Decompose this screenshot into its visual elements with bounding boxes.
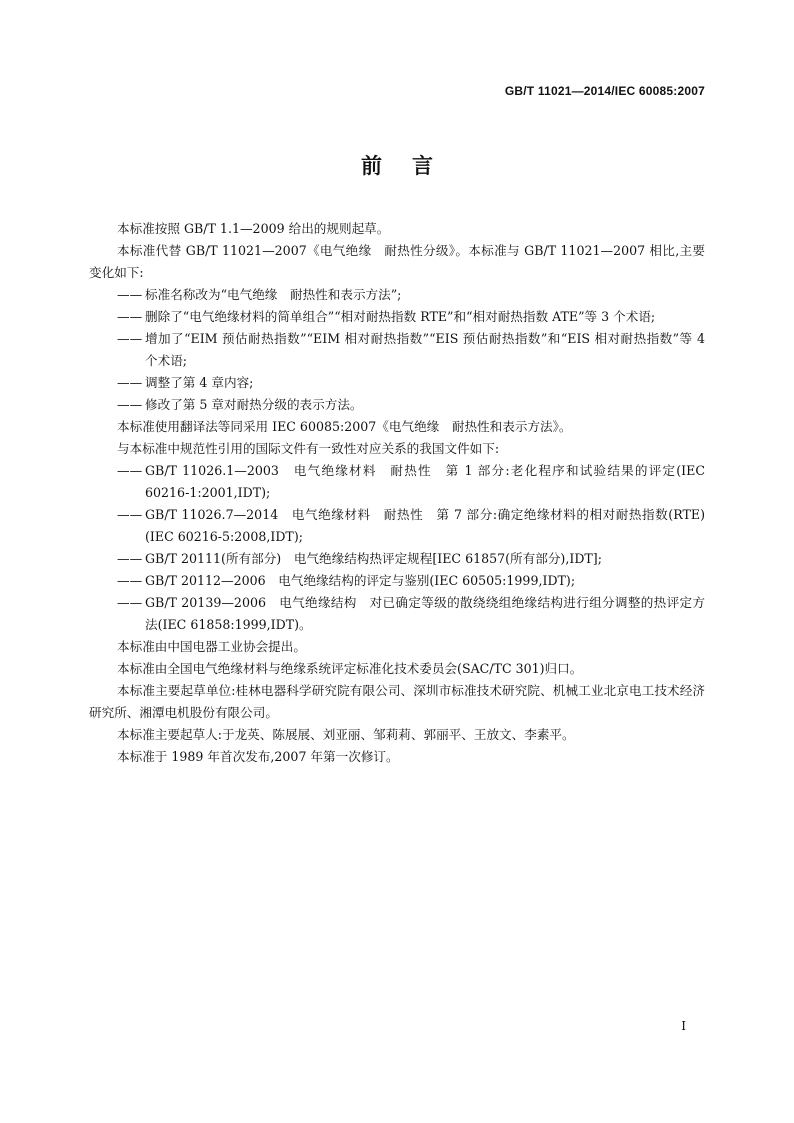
change-item (89, 394, 705, 416)
list-dash: —— (117, 507, 143, 522)
list-dash: —— (117, 551, 143, 566)
paragraph: 本标准代替 GB/T 11021—2007《电气绝缘 耐热性分级》。本标准与 GB/T 11021—2007 相比,主要变化如下: (89, 243, 705, 280)
list-dash: —— (117, 397, 143, 412)
list-dash: —— (117, 331, 143, 346)
paragraph: 本标准使用翻译法等同采用 IEC 60085:2007《电气绝缘 耐热性和表示方法》。 (117, 419, 572, 434)
paragraph: 本标准主要起草单位:桂林电器科学研究院有限公司、深圳市标准技术研究院、机械工业北京电工技术经济研究所、湘潭电机股份有限公司。 (89, 683, 705, 720)
paragraph: 本标准由全国电气绝缘材料与绝缘系统评定标准化技术委员会(SAC/TC 301)归口。 (117, 661, 583, 676)
change-item (89, 372, 705, 394)
change-text: 标准名称改为“电气绝缘 耐热性和表示方法”; (145, 287, 402, 302)
paragraph: 与本标准中规范性引用的国际文件有一致性对应关系的我国文件如下: (117, 441, 500, 456)
change-item (89, 328, 705, 372)
reference-text: GB/T 11026.1—2003 电气绝缘材料 耐热性 第 1 部分:老化程序和试验结果的评定(IEC 60216-1:2001,IDT); (145, 463, 705, 500)
change-text: 增加了“EIM 预估耐热指数”“EIM 相对耐热指数”“EIS 预估耐热指数”和“EIS 相对耐热指数”等 4 个术语; (145, 331, 705, 368)
paragraph: 本标准按照 GB/T 1.1—2009 给出的规则起草。 (117, 221, 390, 236)
list-dash: —— (117, 463, 143, 478)
paragraph: 本标准于 1989 年首次发布,2007 年第一次修订。 (117, 749, 399, 764)
list-dash: —— (117, 595, 143, 610)
list-dash: —— (117, 287, 143, 302)
list-dash: —— (117, 573, 143, 588)
reference-item (89, 592, 705, 636)
page-title: 前言 (361, 153, 463, 178)
reference-text: GB/T 20111(所有部分) 电气绝缘结构热评定规程[IEC 61857(所有部分),IDT]; (145, 551, 602, 566)
paragraph: 本标准由中国电器工业协会提出。 (117, 639, 306, 654)
reference-item (89, 570, 705, 592)
change-item (89, 306, 705, 328)
list-dash: —— (117, 309, 143, 324)
reference-item (89, 460, 705, 504)
reference-text: GB/T 11026.7—2014 电气绝缘材料 耐热性 第 7 部分:确定绝缘材料的相对耐热指数(RTE)(IEC 60216-5:2008,IDT); (145, 507, 705, 544)
paragraph: 本标准主要起草人:于龙英、陈展展、刘亚丽、邹莉莉、郭丽平、王放文、李素平。 (117, 727, 575, 742)
standard-code: GB/T 11021—2014/IEC 60085:2007 (504, 84, 705, 98)
document-body (89, 218, 705, 768)
change-item (89, 284, 705, 306)
reference-item (89, 548, 705, 570)
page-number: I (681, 1019, 686, 1033)
reference-item (89, 504, 705, 548)
list-dash: —— (117, 375, 143, 390)
reference-text: GB/T 20112—2006 电气绝缘结构的评定与鉴别(IEC 60505:1999,IDT); (145, 573, 576, 588)
reference-text: GB/T 20139—2006 电气绝缘结构 对已确定等级的散绕绕组绝缘结构进行组分调整的热评定方法(IEC 61858:1999,IDT)。 (145, 595, 705, 632)
change-text: 修改了第 5 章对耐热分级的表示方法。 (145, 397, 363, 412)
change-text: 删除了“电气绝缘材料的简单组合”“相对耐热指数 RTE”和“相对耐热指数 ATE”等 3 个术语; (145, 309, 656, 324)
change-text: 调整了第 4 章内容; (145, 375, 254, 390)
